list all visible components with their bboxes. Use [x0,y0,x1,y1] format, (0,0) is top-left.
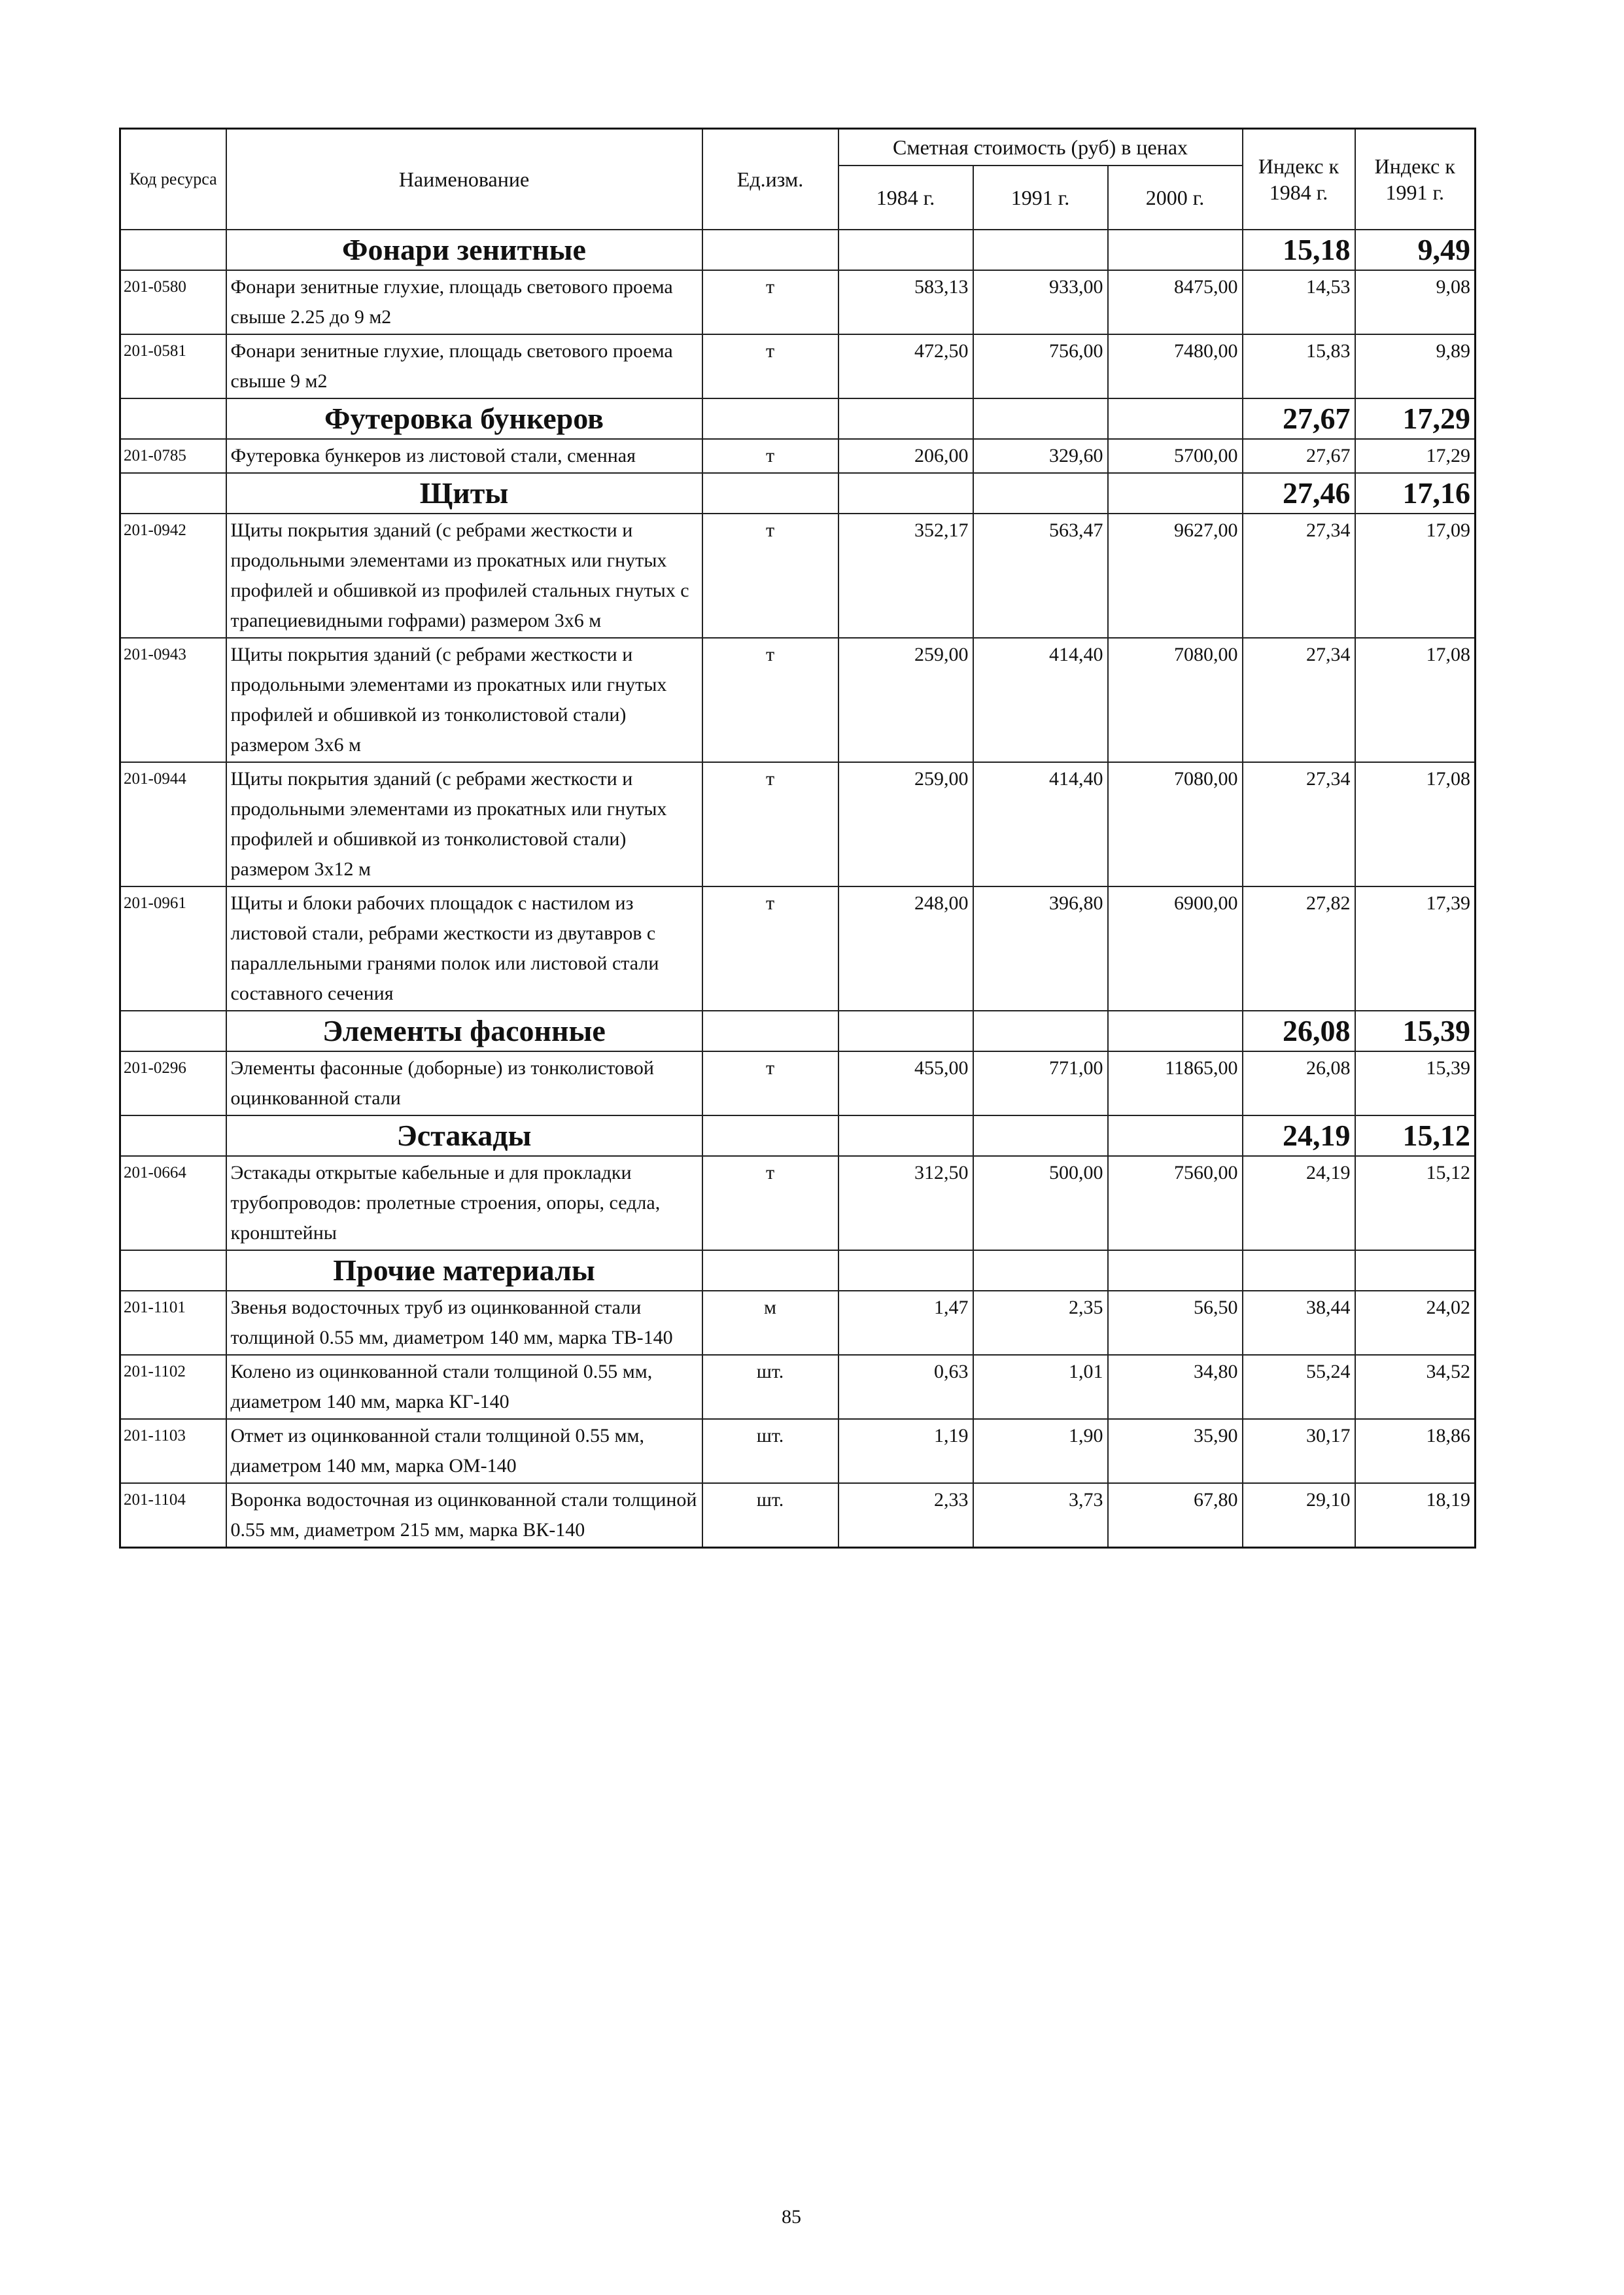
resource-name: Фонари зенитные глухие, площадь светового проема свыше 9 м2 [226,334,702,398]
cost-1991: 329,60 [973,439,1108,473]
index-1984: 26,08 [1243,1051,1355,1115]
resource-name: Щиты покрытия зданий (с ребрами жесткости и продольными элементами из прокатных или гнутых профилей и обшивкой из тонколистовой стали) размером 3х6 м [226,638,702,762]
section-index-1984: 15,18 [1243,230,1355,270]
table-row [120,1291,1476,1355]
section-unit-cell [702,230,838,270]
resource-code: 201-0961 [120,886,226,1011]
cost-1984: 1,19 [838,1419,973,1483]
section-cost-1991-cell [973,1250,1108,1291]
index-1991: 9,89 [1355,334,1476,398]
section-index-1991: 15,39 [1355,1011,1476,1051]
section-unit-cell [702,1011,838,1051]
cost-2000: 6900,00 [1108,886,1243,1011]
cost-1991: 414,40 [973,638,1108,762]
cost-1984: 352,17 [838,514,973,638]
index-1984: 55,24 [1243,1355,1355,1419]
cost-1991: 3,73 [973,1483,1108,1548]
cost-1984: 206,00 [838,439,973,473]
resource-unit: т [702,439,838,473]
index-1991: 17,39 [1355,886,1476,1011]
index-1991: 17,29 [1355,439,1476,473]
cost-1984: 472,50 [838,334,973,398]
resource-code: 201-0942 [120,514,226,638]
resource-name: Фонари зенитные глухие, площадь светового проема свыше 2.25 до 9 м2 [226,270,702,334]
section-index-1991: 15,12 [1355,1115,1476,1156]
cost-2000: 7560,00 [1108,1156,1243,1250]
table-row [120,886,1476,1011]
section-cost-1984-cell [838,1011,973,1051]
section-cost-2000-cell [1108,398,1243,439]
section-title: Фонари зенитные [226,230,702,270]
header-year-2000: 2000 г. [1108,166,1243,230]
section-code-cell [120,1115,226,1156]
cost-1984: 248,00 [838,886,973,1011]
section-cost-2000-cell [1108,1011,1243,1051]
cost-1991: 396,80 [973,886,1108,1011]
resource-code: 201-1103 [120,1419,226,1483]
cost-2000: 7480,00 [1108,334,1243,398]
resource-name: Колено из оцинкованной стали толщиной 0.55 мм, диаметром 140 мм, марка КГ-140 [226,1355,702,1419]
cost-1991: 500,00 [973,1156,1108,1250]
resource-name: Звенья водосточных труб из оцинкованной стали толщиной 0.55 мм, диаметром 140 мм, марка ТВ-140 [226,1291,702,1355]
page-number: 85 [782,2206,801,2228]
cost-2000: 7080,00 [1108,762,1243,886]
cost-1991: 563,47 [973,514,1108,638]
resource-name: Отмет из оцинкованной стали толщиной 0.55 мм, диаметром 140 мм, марка ОМ-140 [226,1419,702,1483]
cost-2000: 34,80 [1108,1355,1243,1419]
resource-name: Футеровка бункеров из листовой стали, сменная [226,439,702,473]
resource-code: 201-0581 [120,334,226,398]
table-row [120,1051,1476,1115]
resource-unit: т [702,514,838,638]
section-code-cell [120,473,226,514]
section-cost-2000-cell [1108,1250,1243,1291]
table-row [120,762,1476,886]
table-row [120,1419,1476,1483]
resource-code: 201-1101 [120,1291,226,1355]
resource-unit: шт. [702,1355,838,1419]
section-cost-1984-cell [838,1115,973,1156]
section-cost-2000-cell [1108,1115,1243,1156]
index-1991: 17,08 [1355,762,1476,886]
resource-unit: т [702,886,838,1011]
resource-unit: т [702,270,838,334]
resource-name: Элементы фасонные (доборные) из тонколистовой оцинкованной стали [226,1051,702,1115]
header-year-1991: 1991 г. [973,166,1108,230]
index-1991: 15,12 [1355,1156,1476,1250]
header-cost-group: Сметная стоимость (руб) в ценах [838,129,1243,166]
index-1984: 29,10 [1243,1483,1355,1548]
resource-code: 201-0785 [120,439,226,473]
section-cost-1991-cell [973,230,1108,270]
index-1991: 18,19 [1355,1483,1476,1548]
section-index-1984: 27,46 [1243,473,1355,514]
index-1984: 24,19 [1243,1156,1355,1250]
section-unit-cell [702,398,838,439]
table-row [120,514,1476,638]
resource-unit: м [702,1291,838,1355]
section-unit-cell [702,1250,838,1291]
section-row [120,1011,1476,1051]
resource-code: 201-0944 [120,762,226,886]
index-1991: 9,08 [1355,270,1476,334]
index-1984: 27,67 [1243,439,1355,473]
table-row [120,1483,1476,1548]
section-unit-cell [702,473,838,514]
resource-cost-table [119,128,1476,1549]
section-index-1991: 9,49 [1355,230,1476,270]
section-cost-2000-cell [1108,473,1243,514]
resource-code: 201-0664 [120,1156,226,1250]
section-index-1984: 24,19 [1243,1115,1355,1156]
cost-1991: 1,90 [973,1419,1108,1483]
section-title: Щиты [226,473,702,514]
section-title: Прочие материалы [226,1250,702,1291]
section-index-1984: 27,67 [1243,398,1355,439]
resource-code: 201-1102 [120,1355,226,1419]
header-name: Наименование [226,129,702,230]
index-1984: 27,82 [1243,886,1355,1011]
resource-name: Щиты и блоки рабочих площадок с настилом из листовой стали, ребрами жесткости из двутавров с параллельными гранями полок или листовой стали составного сечения [226,886,702,1011]
resource-name: Щиты покрытия зданий (с ребрами жесткости и продольными элементами из прокатных или гнутых профилей и обшивкой из профилей стальных гнутых с трапециевидными гофрами) размером 3х6 м [226,514,702,638]
section-title: Эстакады [226,1115,702,1156]
table-body [120,129,1476,1548]
table-row [120,638,1476,762]
header-code: Код ресурса [120,129,226,230]
section-code-cell [120,1250,226,1291]
header-index-1984: Индекс к 1984 г. [1243,129,1355,230]
header-unit: Ед.изм. [702,129,838,230]
resource-unit: т [702,638,838,762]
section-row [120,473,1476,514]
index-1984: 30,17 [1243,1419,1355,1483]
section-index-1991: 17,16 [1355,473,1476,514]
section-cost-1984-cell [838,398,973,439]
cost-1984: 455,00 [838,1051,973,1115]
section-row [120,1115,1476,1156]
resource-code: 201-0580 [120,270,226,334]
section-cost-1984-cell [838,230,973,270]
section-cost-1991-cell [973,473,1108,514]
table-row [120,439,1476,473]
index-1984: 27,34 [1243,638,1355,762]
section-cost-2000-cell [1108,230,1243,270]
cost-2000: 56,50 [1108,1291,1243,1355]
cost-1991: 933,00 [973,270,1108,334]
section-title: Футеровка бункеров [226,398,702,439]
section-code-cell [120,230,226,270]
cost-1991: 1,01 [973,1355,1108,1419]
section-row [120,1250,1476,1291]
section-cost-1991-cell [973,1115,1108,1156]
resource-unit: т [702,762,838,886]
header-row [120,129,1476,166]
cost-2000: 67,80 [1108,1483,1243,1548]
cost-2000: 35,90 [1108,1419,1243,1483]
index-1991: 18,86 [1355,1419,1476,1483]
section-row [120,398,1476,439]
section-row [120,230,1476,270]
index-1984: 38,44 [1243,1291,1355,1355]
index-1991: 17,09 [1355,514,1476,638]
cost-2000: 8475,00 [1108,270,1243,334]
table-row [120,1355,1476,1419]
section-cost-1984-cell [838,473,973,514]
index-1984: 14,53 [1243,270,1355,334]
resource-name: Щиты покрытия зданий (с ребрами жесткости и продольными элементами из прокатных или гнутых профилей и обшивкой из тонколистовой стали) размером 3х12 м [226,762,702,886]
section-index-1984 [1243,1250,1355,1291]
index-1991: 15,39 [1355,1051,1476,1115]
resource-unit: т [702,334,838,398]
section-index-1984: 26,08 [1243,1011,1355,1051]
header-year-1984: 1984 г. [838,166,973,230]
resource-unit: т [702,1156,838,1250]
resource-code: 201-0296 [120,1051,226,1115]
resource-name: Эстакады открытые кабельные и для прокладки трубопроводов: пролетные строения, опоры, седла, кронштейны [226,1156,702,1250]
resource-unit: шт. [702,1419,838,1483]
cost-1984: 259,00 [838,762,973,886]
cost-2000: 7080,00 [1108,638,1243,762]
resource-unit: шт. [702,1483,838,1548]
cost-1991: 2,35 [973,1291,1108,1355]
section-code-cell [120,1011,226,1051]
cost-1984: 583,13 [838,270,973,334]
cost-1984: 0,63 [838,1355,973,1419]
resource-code: 201-0943 [120,638,226,762]
index-1984: 15,83 [1243,334,1355,398]
cost-2000: 5700,00 [1108,439,1243,473]
section-index-1991: 17,29 [1355,398,1476,439]
cost-1991: 414,40 [973,762,1108,886]
index-1991: 34,52 [1355,1355,1476,1419]
cost-1984: 312,50 [838,1156,973,1250]
index-1984: 27,34 [1243,762,1355,886]
section-cost-1991-cell [973,1011,1108,1051]
section-cost-1984-cell [838,1250,973,1291]
resource-code: 201-1104 [120,1483,226,1548]
table-row [120,1156,1476,1250]
table-row [120,270,1476,334]
section-index-1991 [1355,1250,1476,1291]
resource-unit: т [702,1051,838,1115]
cost-1984: 2,33 [838,1483,973,1548]
header-index-1991: Индекс к 1991 г. [1355,129,1476,230]
index-1984: 27,34 [1243,514,1355,638]
cost-2000: 11865,00 [1108,1051,1243,1115]
section-cost-1991-cell [973,398,1108,439]
resource-name: Воронка водосточная из оцинкованной стали толщиной 0.55 мм, диаметром 215 мм, марка ВК-140 [226,1483,702,1548]
index-1991: 24,02 [1355,1291,1476,1355]
cost-1991: 771,00 [973,1051,1108,1115]
section-unit-cell [702,1115,838,1156]
table-row [120,334,1476,398]
section-title: Элементы фасонные [226,1011,702,1051]
cost-1984: 259,00 [838,638,973,762]
cost-1984: 1,47 [838,1291,973,1355]
section-code-cell [120,398,226,439]
index-1991: 17,08 [1355,638,1476,762]
cost-2000: 9627,00 [1108,514,1243,638]
cost-1991: 756,00 [973,334,1108,398]
